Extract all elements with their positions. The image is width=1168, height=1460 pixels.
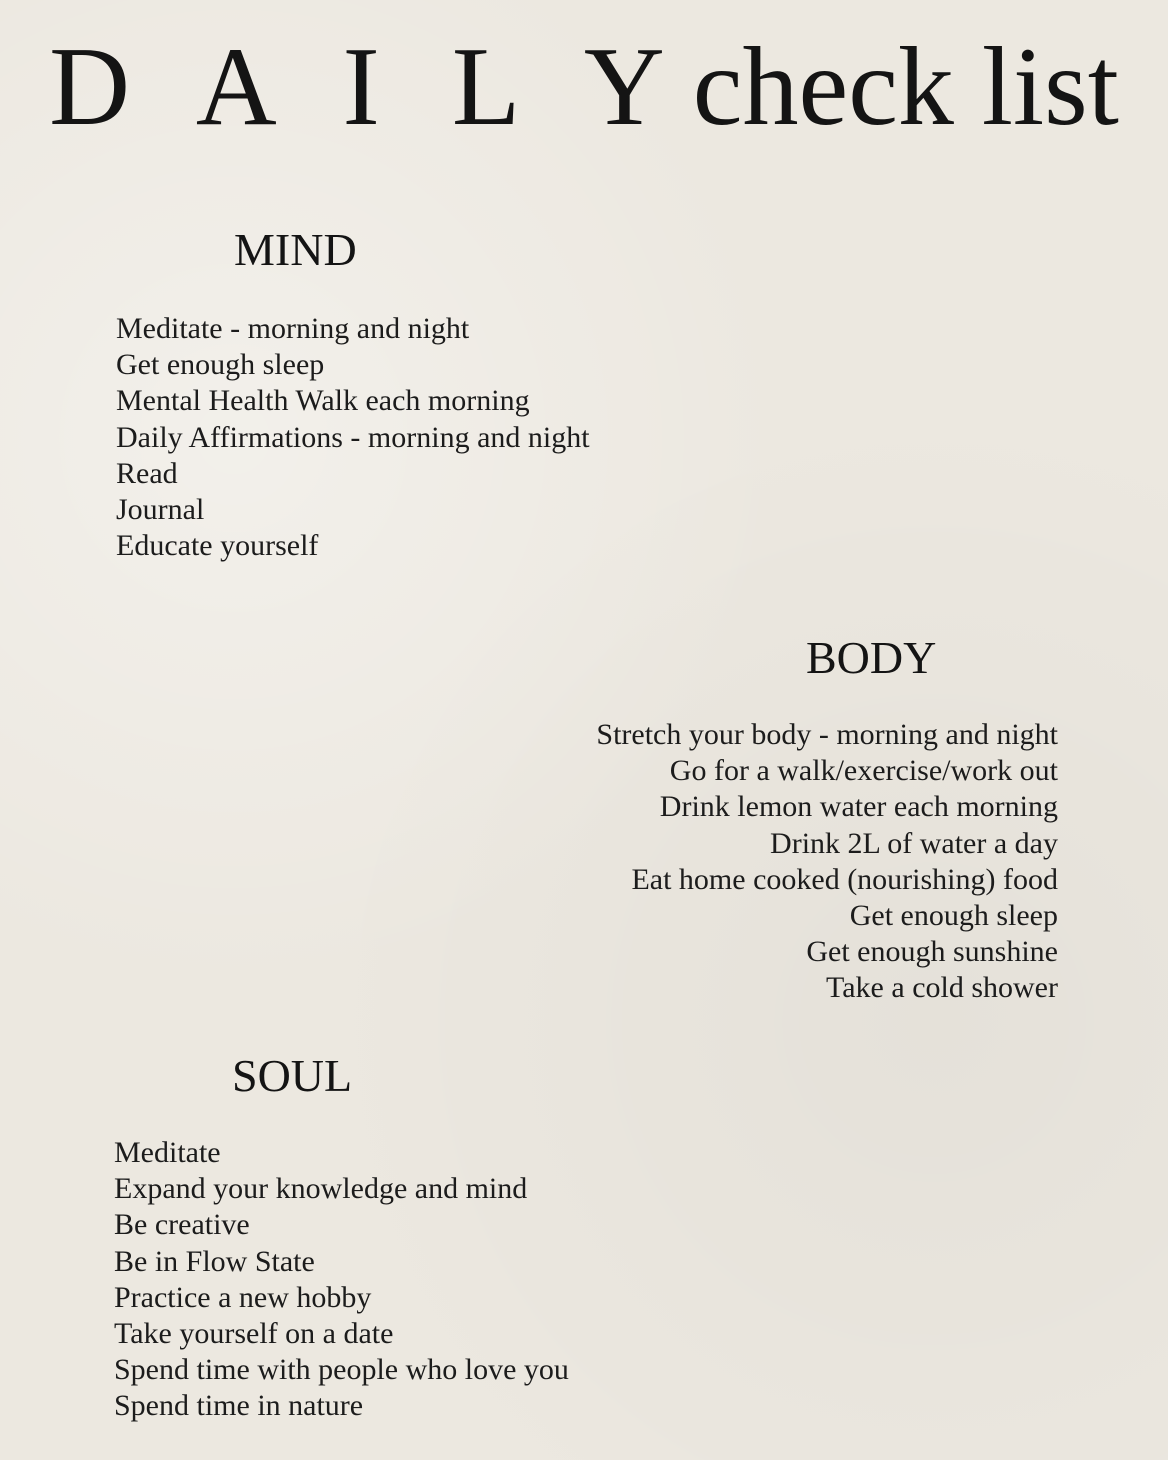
list-item: Read: [116, 456, 178, 490]
list-item: Get enough sleep: [116, 348, 325, 382]
list-item: Mental Health Walk each morning: [116, 384, 530, 418]
list-item: Drink lemon water each morning: [659, 790, 1058, 824]
list-item: Stretch your body - morning and night: [596, 718, 1058, 751]
list-item: Be creative: [114, 1208, 250, 1242]
list-item: Be in Flow State: [114, 1244, 315, 1278]
list-item: Go for a walk/exercise/work out: [669, 754, 1058, 788]
list-item: Get enough sleep: [849, 899, 1058, 933]
list-item: Journal: [116, 493, 205, 527]
mind-list: [116, 311, 590, 564]
list-item: Get enough sunshine: [806, 935, 1058, 969]
list-item: Meditate - morning and night: [116, 312, 470, 345]
list-item: Drink 2L of water a day: [770, 826, 1058, 860]
mind-heading: MIND: [234, 224, 357, 275]
body-heading: BODY: [806, 632, 937, 683]
list-item: Take yourself on a date: [114, 1317, 394, 1351]
list-item: Meditate: [114, 1136, 221, 1169]
title-check-list: check list: [692, 25, 1119, 149]
list-item: Practice a new hobby: [114, 1280, 372, 1314]
list-item: Take a cold shower: [826, 971, 1058, 1005]
soul-heading: SOUL: [232, 1050, 353, 1101]
list-item: Eat home cooked (nourishing) food: [631, 862, 1058, 896]
page-title: [0, 22, 1168, 152]
list-item: Spend time with people who love you: [114, 1353, 569, 1387]
list-item: Expand your knowledge and mind: [114, 1172, 528, 1206]
title-daily: D A I L Y: [49, 25, 687, 149]
soul-list: [114, 1135, 569, 1425]
list-item: Educate yourself: [116, 529, 319, 563]
list-item: Spend time in nature: [114, 1389, 364, 1423]
body-list: [596, 717, 1058, 1007]
list-item: Daily Affirmations - morning and night: [116, 420, 590, 454]
